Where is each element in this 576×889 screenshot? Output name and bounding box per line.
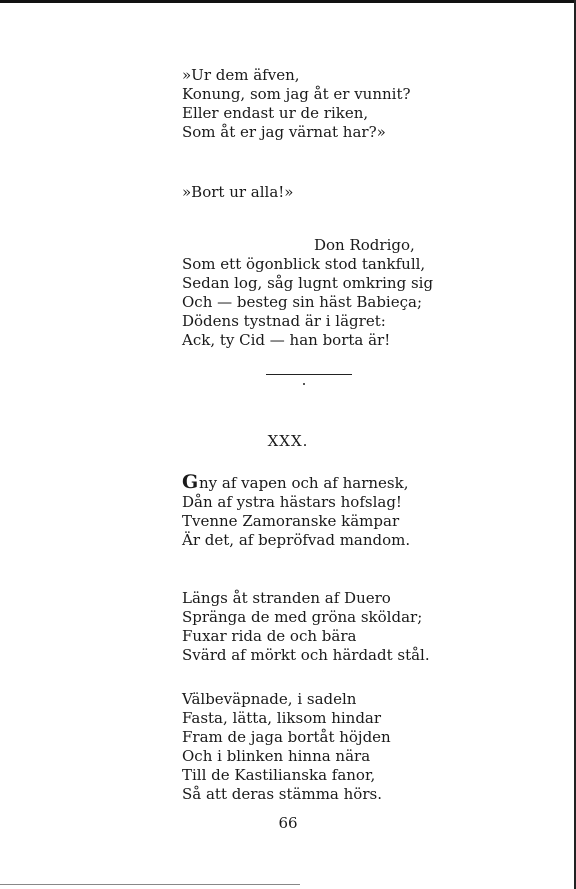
- verse-line: Ack, ty Cid — han borta är!: [182, 331, 391, 349]
- stanza-2: [182, 183, 293, 202]
- page-number: 66: [278, 814, 298, 832]
- stanza-3: [182, 236, 433, 350]
- verse-line: Längs åt stranden af Duero: [182, 589, 391, 607]
- verse-line: Svärd af mörkt och härdadt stål.: [182, 646, 430, 664]
- verse-line: Som ett ögonblick stod tankfull,: [182, 255, 426, 273]
- verse-line: »Bort ur alla!»: [182, 183, 294, 201]
- verse-line: Dödens tystnad är i lägret:: [182, 312, 386, 330]
- verse-line-first: [182, 473, 410, 493]
- speaker-name: Don Rodrigo,: [314, 236, 415, 254]
- verse-line: Så att deras stämma hörs.: [182, 785, 382, 803]
- verse-line: Välbeväpnade, i sadeln: [182, 690, 357, 708]
- first-line-text: ny af vapen och af harnesk,: [199, 474, 409, 492]
- bottom-border-rule: [0, 884, 300, 885]
- stanza-6: [182, 690, 391, 804]
- verse-line: Konung, som jag åt er vunnit?: [182, 85, 411, 103]
- verse-line: Är det, af bepröfvad mandom.: [182, 531, 411, 549]
- stanza-4: [182, 473, 410, 550]
- verse-line: Fuxar rida de och bära: [182, 627, 357, 645]
- verse-line: Till de Kastilianska fanor,: [182, 766, 376, 784]
- section-divider-rule: [266, 374, 352, 375]
- verse-line: Tvenne Zamoranske kämpar: [182, 512, 400, 530]
- drop-initial: G: [182, 471, 198, 493]
- verse-line: Fasta, lätta, liksom hindar: [182, 709, 382, 727]
- verse-line: Eller endast ur de riken,: [182, 104, 369, 122]
- top-border-rule: [0, 0, 576, 3]
- stanza-5: [182, 589, 430, 665]
- verse-line: Sedan log, såg lugnt omkring sig: [182, 274, 434, 292]
- verse-line: Spränga de med gröna sköldar;: [182, 608, 423, 626]
- verse-line: Och — besteg sin häst Babieça;: [182, 293, 423, 311]
- verse-line: Och i blinken hinna nära: [182, 747, 371, 765]
- divider-dot: [303, 383, 305, 385]
- verse-line: Fram de jaga bortåt höjden: [182, 728, 391, 746]
- chapter-heading: XXX.: [267, 432, 309, 450]
- verse-line: Dån af ystra hästars hofslag!: [182, 493, 402, 511]
- verse-line: »Ur dem äfven,: [182, 66, 300, 84]
- verse-line: Som åt er jag värnat har?»: [182, 123, 386, 141]
- stanza-1: [182, 66, 411, 142]
